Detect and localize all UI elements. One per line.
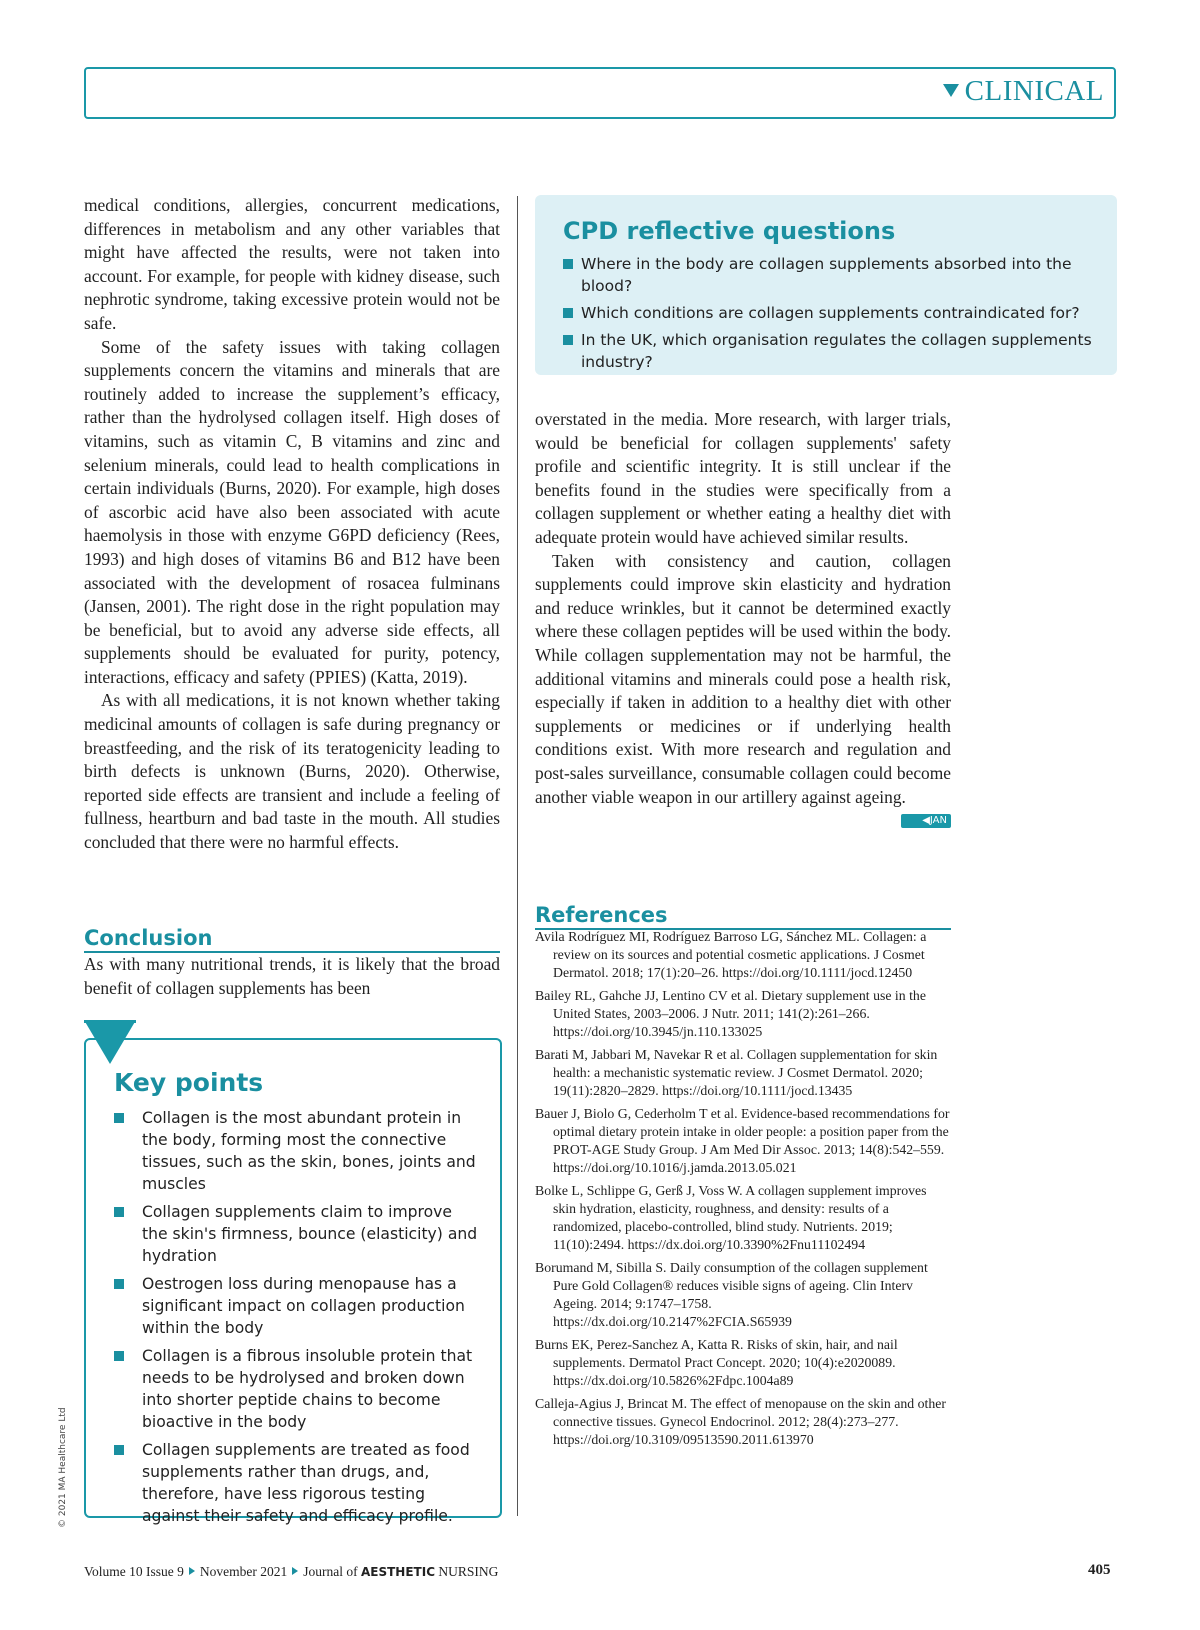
references-heading: References — [535, 903, 951, 930]
reference-item: Borumand M, Sibilla S. Daily consumption of the collagen supplement Pure Gold Collagen® reduces visible signs of ageing. Clin Interv Ageing. 2014; 9:1747–1758. https://dx.doi.org/10.2147%2FCIA.S65939 — [535, 1260, 928, 1329]
reference-item: Avila Rodríguez MI, Rodríguez Barroso LG, Sánchez ML. Collagen: a review on its sources and potential cosmetic applications. J Cosmet Dermatol. 2018; 17(1):20–26. https://doi.org/10.1111/jocd.12450 — [535, 929, 927, 980]
body-paragraph: Some of the safety issues with taking collagen supplements concern the vitamins and minerals that are routinely added to increase the supplement’s efficacy, rather than the hydrolysed collagen itself. High doses of vitamins, such as vitamin C, B vitamins and zinc and selenium minerals, could lead to health complications in certain individuals (Burns, 2020). For example, high doses of ascorbic acid have also been associated with acute haemolysis in those with enzyme G6PD deficiency (Rees, 1993) and high doses of vitamins B6 and B12 have been associated with the development of rosacea fulminans (Jansen, 2001). The right dose in the right population may be beneficial, but to avoid any adverse side effects, all supplements should be evaluated for purity, potency, interactions, efficacy and safety (PPIES) (Katta, 2019). — [84, 336, 500, 687]
section-tag-label: CLINICAL — [964, 75, 1104, 107]
reference-item: Bolke L, Schlippe G, Gerß J, Voss W. A collagen supplement improves skin hydration, elasticity, roughness, and density: results of a randomized, placebo-controlled, blind study. Nutrients. 2019; 11(10):2494. https://dx.doi.org/10.3390%2Fnu11102494 — [535, 1183, 927, 1252]
cpd-box — [535, 195, 1117, 375]
body-paragraph-text: Taken with consistency and caution, collagen supplements could improve skin elasticity and hydration and reduce wrinkles, but it cannot be determined exactly where these collagen peptides will be used within the body. While collagen supplementation may not be harmful, the additional vitamins and minerals could pose a health risk, especially if taken in addition to a healthy diet with other supplements or medicines or if underlying health conditions exist. With more research and regulation and post-sales surveillance, consumable collagen could become another viable weapon in our artillery against ageing. — [535, 550, 951, 807]
cpd-question: Which conditions are collagen supplements contraindicated for? — [581, 304, 1080, 322]
body-paragraph — [535, 550, 951, 827]
list-item — [114, 1201, 480, 1267]
cpd-question: Where in the body are collagen supplements absorbed into the blood? — [581, 255, 1072, 295]
list-item — [114, 1107, 480, 1195]
cpd-question: In the UK, which organisation regulates the collagen supplements industry? — [581, 331, 1092, 371]
key-point-text: Oestrogen loss during menopause has a significant impact on collagen production within the body — [142, 1275, 465, 1337]
page-number: 405 — [1088, 1562, 1111, 1578]
footer-journal-prefix: Journal of — [303, 1564, 358, 1579]
key-point-text: Collagen is a fibrous insoluble protein that needs to be hydrolysed and broken down into shorter peptide chains to become bioactive in the body — [142, 1347, 473, 1431]
section-header-bar — [84, 67, 1116, 119]
middle-column — [535, 408, 951, 828]
cpd-title: CPD reflective questions — [563, 217, 896, 245]
list-item — [114, 1439, 480, 1527]
body-paragraph: As with all medications, it is not known whether taking medicinal amounts of collagen is safe during pregnancy or breastfeeding, and the risk of its teratogenicity leading to birth defects is unknown (Burns, 2020). Otherwise, reported side effects are transient and include a feeling of fullness, heartburn and bad taste in the mouth. All studies concluded that there were no harmful effects. — [84, 690, 500, 853]
references-list — [535, 928, 951, 1454]
left-column — [84, 194, 500, 855]
square-bullet-icon — [563, 308, 573, 318]
square-bullet-icon — [563, 335, 573, 345]
reference-item: Calleja-Agius J, Brincat M. The effect of menopause on the skin and other connective tissues. Gynecol Endocrinol. 2012; 28(4):273–277. https://doi.org/10.3109/09513590.2011.613970 — [535, 1396, 946, 1447]
body-paragraph: As with many nutritional trends, it is likely that the broad benefit of collagen supplements has been — [84, 954, 500, 998]
triangle-right-icon — [292, 1567, 298, 1575]
conclusion-paragraph — [84, 953, 500, 1000]
list-item — [563, 302, 1093, 324]
body-paragraph: overstated in the media. More research, with larger trials, would be beneficial for collagen supplements' safety profile and scientific integrity. It is still unclear if the benefits found in the studies were specifically from a collagen supplement or whether eating a healthy diet with adequate protein would have achieved similar results. — [535, 409, 951, 547]
list-item — [114, 1345, 480, 1433]
square-bullet-icon — [563, 259, 573, 269]
key-points-list — [114, 1107, 480, 1527]
key-point-text: Collagen is the most abundant protein in the body, forming most the connective tissues, such as the skin, bones, joints and muscles — [142, 1109, 476, 1193]
section-tag — [943, 75, 1104, 108]
reference-item: Bauer J, Biolo G, Cederholm T et al. Evidence-based recommendations for optimal dietary protein intake in older people: a position paper from the PROT-AGE Study Group. J Am Med Dir Assoc. 2013; 14(8):542–559. https://doi.org/10.1016/j.jamda.2013.05.021 — [535, 1106, 950, 1175]
key-point-text: Collagen supplements are treated as food supplements rather than drugs, and, therefore, have less rigorous testing against their safety and efficacy profile. — [142, 1441, 470, 1525]
square-bullet-icon — [114, 1445, 124, 1455]
key-points-box — [84, 1038, 502, 1525]
column-divider — [517, 196, 518, 1516]
copyright-note: © 2021 MA Healthcare Ltd — [58, 1407, 68, 1528]
triangle-right-icon — [189, 1567, 195, 1575]
list-item — [563, 253, 1093, 297]
reference-item: Barati M, Jabbari M, Navekar R et al. Collagen supplementation for skin health: a mechanistic systematic review. J Cosmet Dermatol. 2020; 19(11):2820–2829. https://doi.org/10.1111/jocd.13435 — [535, 1047, 938, 1098]
end-of-article-mark: ◀JAN — [901, 814, 951, 828]
square-bullet-icon — [114, 1207, 124, 1217]
triangle-down-icon — [943, 84, 959, 97]
footer-date: November 2021 — [199, 1564, 288, 1579]
reference-item: Burns EK, Perez-Sanchez A, Katta R. Risks of skin, hair, and nail supplements. Dermatol Pract Concept. 2020; 10(4):e2020089. https://dx.doi.org/10.5826%2Fdpc.1004a89 — [535, 1337, 898, 1388]
key-points-title: Key points — [114, 1068, 264, 1097]
conclusion-heading: Conclusion — [84, 926, 500, 953]
body-paragraph: medical conditions, allergies, concurrent medications, differences in metabolism and any other variables that might have affected the results, were not taken into account. For example, for people with kidney disease, such nephrotic syndrome, taking excessive protein would not be safe. — [84, 195, 500, 333]
footer-journal-suffix: NURSING — [438, 1564, 499, 1579]
list-item — [114, 1273, 480, 1339]
square-bullet-icon — [114, 1351, 124, 1361]
reference-item: Bailey RL, Gahche JJ, Lentino CV et al. Dietary supplement use in the United States, 2003–2006. J Nutr. 2011; 141(2):261–266. https://doi.org/10.3945/jn.110.133025 — [535, 988, 926, 1039]
square-bullet-icon — [114, 1113, 124, 1123]
footer-journal-bold: AESTHETIC — [360, 1565, 435, 1579]
key-point-text: Collagen supplements claim to improve the skin's firmness, bounce (elasticity) and hydration — [142, 1203, 478, 1265]
cpd-question-list — [563, 253, 1093, 373]
page-footer — [84, 1564, 498, 1580]
list-item — [563, 329, 1093, 373]
footer-volume: Volume 10 Issue 9 — [84, 1564, 184, 1579]
square-bullet-icon — [114, 1279, 124, 1289]
end-mark-label: JAN — [929, 815, 947, 827]
